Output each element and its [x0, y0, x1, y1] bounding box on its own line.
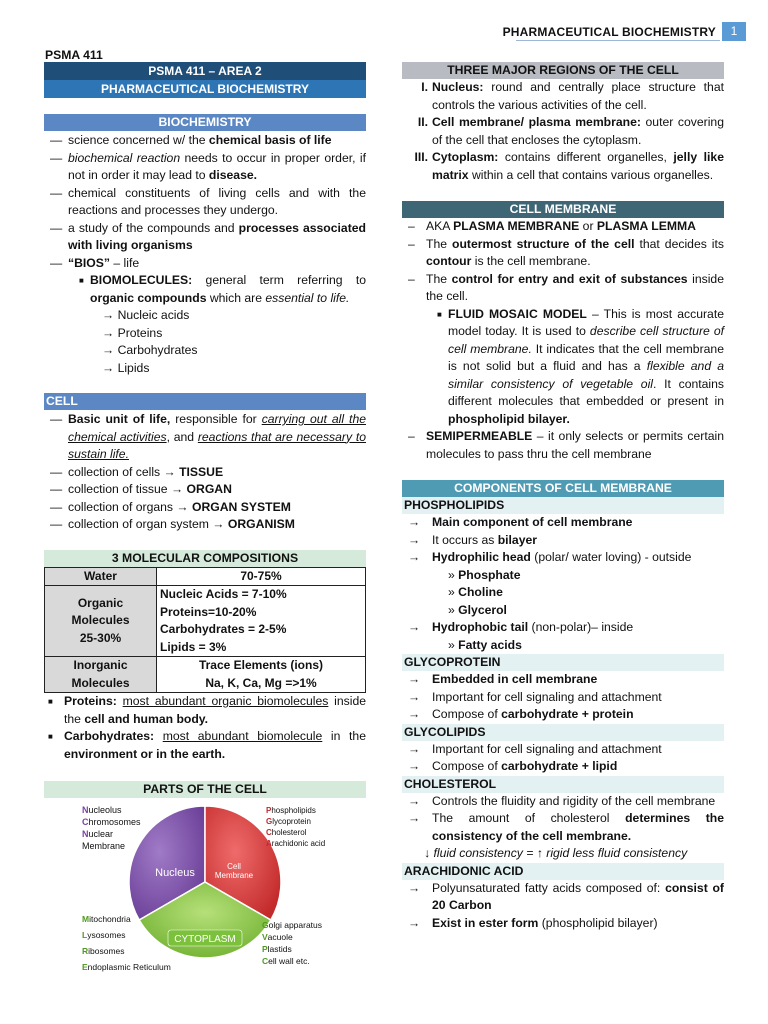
- table-cell: Water: [45, 567, 157, 586]
- section-cell-membrane: CELL MEMBRANE: [402, 201, 724, 218]
- list-item: → Main component of cell membrane: [408, 515, 633, 529]
- list-item: ■ FLUID MOSAIC MODEL – This is most accurate model today. It is used to describe cell structure of cell membrane. It indicates that the cell membrane is not solid but a fluid and has a flexible and a similar consistency of vegetable oil. It contains different molecules that embedded or present in phospholipid bilayer.: [437, 306, 725, 426]
- cytoplasm-part: Golgi apparatus: [262, 920, 323, 930]
- membrane-parts-list: [266, 806, 325, 848]
- header-title: PHARMACEUTICAL BIOCHEMISTRY: [502, 25, 716, 39]
- list-item: — collection of cells → TISSUE: [50, 464, 224, 479]
- right-column: [402, 62, 724, 932]
- list-item: — collection of organs → ORGAN SYSTEM: [50, 499, 291, 514]
- list-item: ↓ fluid consistency = ↑ rigid less fluid consistency: [424, 846, 688, 860]
- table-cell: [45, 586, 157, 657]
- list-item: – AKA PLASMA MEMBRANE or PLASMA LEMMA: [408, 219, 696, 233]
- table-cell: [157, 586, 366, 657]
- table-row: [45, 657, 366, 693]
- section-cell: CELL: [44, 393, 366, 410]
- doc-code: PSMA 411: [45, 48, 103, 62]
- list-item: — collection of tissue → ORGAN: [50, 482, 232, 496]
- list-item: – SEMIPERMEABLE – it only selects or permits certain molecules to pass thru the cell membrane: [408, 429, 724, 461]
- list-item: — science concerned w/ the chemical basis of life: [50, 133, 332, 147]
- cytoplasm-label: CYTOPLASM: [174, 934, 236, 945]
- left-column: [44, 62, 366, 976]
- nucleus-label: Nucleus: [155, 867, 195, 879]
- table-row: [45, 567, 366, 586]
- nucleus-part: Nuclear: [82, 829, 114, 839]
- membrane-part: Cholesterol: [266, 828, 307, 837]
- nucleus-part: Nucleolus: [82, 805, 122, 815]
- cytoplasm-part: Ribosomes: [82, 946, 125, 956]
- cell-parts-diagram: [44, 798, 366, 976]
- list-item: ■ Carbohydrates: most abundant biomolecule in the environment or in the earth.: [48, 729, 366, 761]
- membrane-part: Phospholipids: [266, 806, 316, 815]
- cytoplasm-part: Mitochondria: [82, 914, 131, 924]
- list-item: — Basic unit of life, responsible for carrying out all the chemical activities, and reactions that are necessary to sustain life.: [50, 412, 366, 461]
- section-biochemistry: BIOCHEMISTRY: [44, 114, 366, 131]
- section-parts-of-cell: PARTS OF THE CELL: [44, 781, 366, 798]
- page-number: 1: [722, 22, 746, 41]
- list-item: → Important for cell signaling and attachment: [408, 741, 662, 756]
- list-item: → It occurs as bilayer: [408, 532, 537, 547]
- section-molecular-compositions: 3 MOLECULAR COMPOSITIONS: [44, 550, 366, 567]
- list-item: → Embedded in cell membrane: [408, 672, 598, 686]
- list-item: » Phosphate: [448, 567, 521, 582]
- cell-line: Na, K, Ca, Mg =>1%: [205, 675, 317, 690]
- list-item: – The control for entry and exit of substances inside the cell.: [408, 271, 724, 303]
- list-item: → The amount of cholesterol determines the consistency of the cell membrane.: [408, 811, 724, 843]
- list-item: — “BIOS” – life: [50, 255, 140, 270]
- list-item: → Compose of carbohydrate + protein: [408, 707, 634, 721]
- list-item: → Proteins: [102, 325, 163, 340]
- list-item: → Polyunsaturated fatty acids composed of: consist of 20 Carbon: [408, 880, 724, 912]
- list-item: → Nucleic acids: [102, 308, 190, 322]
- cell-line: Nucleic Acids = 7-10%: [160, 587, 287, 601]
- list-item: → Hydrophilic head (polar/ water loving) - outside: [408, 550, 692, 564]
- cell-line: Carbohydrates = 2-5%: [160, 622, 287, 636]
- table-cell: [157, 657, 366, 693]
- subsection-arachidonic-acid: ARACHIDONIC ACID: [402, 863, 724, 880]
- cell-line: Trace Elements (ions): [198, 658, 324, 672]
- cytoplasm-part: Cell wall etc.: [262, 956, 310, 966]
- list-item: III. Cytoplasm: contains different organelles, jelly like matrix within a cell that contains various organelles.: [414, 150, 724, 182]
- subsection-glycoprotein: GLYCOPROTEIN: [402, 654, 724, 671]
- list-item: ■ Proteins: most abundant organic biomolecules inside the cell and human body.: [48, 694, 366, 726]
- cell-line: Lipids = 3%: [160, 639, 227, 654]
- header-rule: [516, 40, 720, 41]
- subsection-glycolipids: GLYCOLIPIDS: [402, 724, 724, 741]
- cell-line: Molecules: [71, 613, 130, 628]
- list-item: — biochemical reaction needs to occur in proper order, if not in order it may lead to disease.: [50, 150, 366, 182]
- list-item: → Carbohydrates: [102, 343, 198, 357]
- list-item: ■ BIOMOLECULES: general term referring to organic compounds which are essential to life.: [79, 273, 366, 305]
- composition-table: [44, 567, 366, 694]
- table-cell: [45, 657, 157, 693]
- page-header: [0, 22, 768, 42]
- subsection-phospholipids: PHOSPHOLIPIDS: [402, 497, 724, 514]
- membrane-label-2: Membrane: [214, 871, 254, 880]
- list-item: — collection of organ system → ORGANISM: [50, 517, 295, 531]
- table-cell: 70-75%: [157, 567, 366, 586]
- cell-line: 25-30%: [79, 630, 122, 645]
- subtitle-banner: PHARMACEUTICAL BIOCHEMISTRY: [44, 80, 366, 98]
- list-item: — chemical constituents of living cells and with the reactions and processes they undergo.: [50, 185, 366, 217]
- list-item: → Exist in ester form (phospholipid bilayer): [408, 915, 658, 930]
- cell-line: Molecules: [71, 675, 130, 690]
- cytoplasm-part: Plastids: [262, 944, 292, 954]
- cell-line: Organic: [77, 595, 124, 610]
- cell-line: Proteins=10-20%: [160, 604, 257, 619]
- section-components: COMPONENTS OF CELL MEMBRANE: [402, 480, 724, 497]
- table-row: [45, 586, 366, 657]
- nucleus-part: Membrane: [82, 841, 126, 851]
- list-item: – The outermost structure of the cell that decides its contour is the cell membrane.: [408, 236, 724, 268]
- list-item: — a study of the compounds and processes associated with living organisms: [50, 220, 366, 252]
- list-item: → Lipids: [102, 360, 150, 375]
- subsection-cholesterol: CHOLESTEROL: [402, 776, 724, 793]
- list-item: II. Cell membrane/ plasma membrane: outer covering of the cell that encloses the cytoplasm.: [417, 115, 724, 147]
- cytoplasm-part: Vacuole: [262, 932, 293, 942]
- membrane-part: Glycoprotein: [266, 817, 311, 826]
- list-item: I. Nucleus: round and centrally place structure that controls the various activities of the cell.: [421, 80, 724, 112]
- cytoplasm-part: Lysosomes: [82, 930, 126, 940]
- nucleus-part: Chromosomes: [82, 817, 141, 827]
- list-item: » Fatty acids: [448, 637, 522, 652]
- list-item: » Glycerol: [448, 602, 507, 617]
- list-item: » Choline: [448, 585, 503, 599]
- cytoplasm-right-list: [262, 920, 322, 966]
- list-item: → Hydrophobic tail (non-polar)– inside: [408, 620, 634, 634]
- list-item: → Controls the fluidity and rigidity of the cell membrane: [408, 793, 716, 808]
- title-banner: PSMA 411 – AREA 2: [44, 62, 366, 80]
- list-item: → Important for cell signaling and attachment: [408, 689, 662, 704]
- nucleus-parts-list: [82, 805, 141, 851]
- cytoplasm-part: Endoplasmic Reticulum: [82, 962, 171, 972]
- list-item: → Compose of carbohydrate + lipid: [408, 759, 618, 773]
- cell-line: Inorganic: [73, 658, 128, 672]
- membrane-label-1: Cell: [227, 862, 241, 871]
- section-three-regions: THREE MAJOR REGIONS OF THE CELL: [402, 62, 724, 79]
- membrane-part: Arachidonic acid: [266, 839, 326, 848]
